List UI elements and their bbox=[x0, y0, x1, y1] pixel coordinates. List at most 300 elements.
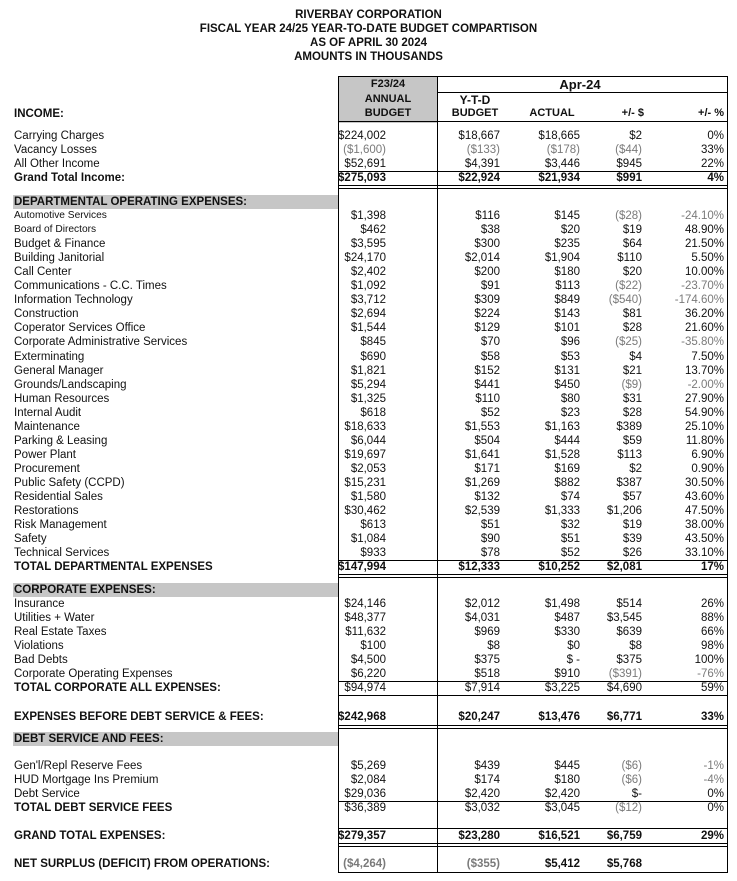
row-pct: 47.50% bbox=[684, 505, 724, 518]
row-actual: $13,476 bbox=[538, 711, 580, 723]
row-pct: -174.60% bbox=[674, 294, 724, 307]
row-annual: $100 bbox=[360, 640, 386, 653]
table-row bbox=[0, 532, 737, 546]
row-actual: $450 bbox=[554, 378, 580, 391]
row-actual: $96 bbox=[560, 336, 580, 349]
row-budget: $7,914 bbox=[464, 682, 500, 694]
row-annual: $1,544 bbox=[350, 322, 386, 335]
row-var: ($28) bbox=[615, 210, 642, 222]
row-actual: $3,225 bbox=[544, 682, 580, 694]
row-annual: $613 bbox=[360, 519, 386, 532]
row-var: $39 bbox=[622, 533, 642, 546]
row-actual: $80 bbox=[560, 392, 580, 405]
row-var: $945 bbox=[616, 158, 642, 170]
net-surplus-row bbox=[0, 857, 737, 871]
table-row bbox=[0, 448, 737, 462]
row-pct: 100% bbox=[694, 654, 724, 667]
row-label: Coperator Services Office bbox=[14, 322, 146, 335]
row-var: $639 bbox=[616, 626, 642, 639]
table-row bbox=[0, 265, 737, 279]
table-row bbox=[0, 434, 737, 448]
row-var: ($44) bbox=[615, 144, 642, 156]
row-var: $6,771 bbox=[606, 711, 642, 723]
col-month: Apr-24 bbox=[559, 77, 601, 92]
corporate-title: CORPORATE EXPENSES: bbox=[14, 584, 156, 596]
table-row bbox=[0, 157, 737, 171]
row-annual: $845 bbox=[360, 336, 386, 349]
table-row bbox=[0, 773, 737, 787]
row-label: TOTAL DEPARTMENTAL EXPENSES bbox=[14, 561, 213, 573]
col-annual-l1: F23/24 bbox=[370, 78, 406, 90]
row-label: Procurement bbox=[14, 462, 80, 475]
row-label: Construction bbox=[14, 308, 79, 321]
row-actual: $235 bbox=[554, 238, 580, 251]
row-var: $26 bbox=[622, 547, 642, 560]
row-annual: $94,974 bbox=[344, 682, 386, 694]
departmental-heading bbox=[0, 195, 737, 209]
row-budget: $20,247 bbox=[458, 711, 500, 723]
row-annual: $1,821 bbox=[350, 364, 386, 377]
row-pct: 29% bbox=[700, 830, 724, 842]
row-label: Power Plant bbox=[14, 448, 77, 461]
row-var: ($9) bbox=[621, 378, 642, 391]
row-budget: $132 bbox=[474, 491, 500, 503]
row-var: ($22) bbox=[615, 280, 642, 293]
row-actual: $2,420 bbox=[544, 788, 580, 800]
row-label: Utilities + Water bbox=[14, 612, 95, 625]
row-budget: ($133) bbox=[466, 144, 500, 156]
row-var: ($25) bbox=[615, 336, 642, 349]
table-row bbox=[0, 350, 737, 364]
row-budget: $91 bbox=[480, 280, 500, 293]
table-row bbox=[0, 251, 737, 265]
row-var: $389 bbox=[616, 420, 642, 433]
table-row bbox=[0, 490, 737, 504]
row-actual: $113 bbox=[555, 280, 580, 293]
row-annual: $690 bbox=[360, 350, 386, 363]
total-row bbox=[0, 681, 737, 695]
grand-total-row bbox=[0, 829, 737, 843]
table-row bbox=[0, 223, 737, 237]
row-pct: 22% bbox=[700, 158, 724, 170]
row-annual: $242,968 bbox=[338, 711, 386, 723]
col-budget: BUDGET bbox=[451, 107, 499, 119]
row-label: Violations bbox=[14, 640, 64, 653]
row-budget: $300 bbox=[474, 238, 500, 251]
col-actual: ACTUAL bbox=[529, 107, 575, 119]
row-pct: 27.90% bbox=[684, 392, 724, 405]
row-pct: 6.90% bbox=[691, 448, 724, 461]
row-var: $8 bbox=[629, 640, 642, 653]
table-row bbox=[0, 546, 737, 560]
corporate-heading bbox=[0, 583, 737, 597]
row-budget: $22,924 bbox=[458, 172, 500, 184]
row-pct: 0% bbox=[707, 802, 724, 814]
row-actual: $3,446 bbox=[544, 158, 580, 170]
row-actual: $444 bbox=[554, 434, 580, 447]
row-annual: $275,093 bbox=[338, 172, 386, 184]
row-label: Restorations bbox=[14, 505, 79, 518]
table-row bbox=[0, 597, 737, 611]
row-pct: 13.70% bbox=[684, 364, 724, 377]
row-label: All Other Income bbox=[14, 158, 100, 170]
row-label: Risk Management bbox=[14, 519, 107, 532]
row-annual: $2,053 bbox=[350, 462, 386, 475]
row-label: Gen'l/Repl Reserve Fees bbox=[14, 760, 143, 772]
row-var: $2 bbox=[629, 462, 642, 475]
row-pct: 43.50% bbox=[684, 533, 724, 546]
row-actual: $16,521 bbox=[538, 830, 580, 842]
row-var: $1,206 bbox=[606, 505, 642, 518]
row-label: Communications - C.C. Times bbox=[14, 280, 167, 293]
row-actual: $51 bbox=[560, 533, 580, 546]
row-var: $375 bbox=[616, 654, 642, 667]
row-annual: $6,220 bbox=[350, 668, 386, 681]
debt-heading bbox=[0, 732, 737, 746]
table-row bbox=[0, 759, 737, 773]
row-annual: $1,398 bbox=[350, 210, 386, 222]
row-actual: $1,904 bbox=[544, 252, 580, 265]
row-var: $57 bbox=[622, 491, 642, 503]
row-actual: $32 bbox=[560, 519, 580, 532]
row-annual: $1,092 bbox=[350, 280, 386, 293]
row-actual: $52 bbox=[560, 547, 580, 560]
table-row bbox=[0, 639, 737, 653]
row-annual: $3,712 bbox=[350, 294, 386, 307]
row-budget: $309 bbox=[474, 294, 500, 307]
row-label: Technical Services bbox=[14, 547, 110, 560]
double-underline bbox=[339, 574, 727, 578]
row-actual: $169 bbox=[554, 462, 580, 475]
row-annual: $52,691 bbox=[344, 158, 386, 170]
table-row bbox=[0, 209, 737, 223]
row-actual: $131 bbox=[554, 364, 580, 377]
row-label: TOTAL CORPORATE ALL EXPENSES: bbox=[14, 682, 221, 694]
row-annual: $1,084 bbox=[350, 533, 386, 546]
row-label: Building Janitorial bbox=[14, 252, 105, 265]
row-annual: $224,002 bbox=[338, 130, 386, 142]
row-pct: 43.60% bbox=[684, 491, 724, 503]
row-annual: $147,994 bbox=[338, 561, 386, 573]
table-row bbox=[0, 321, 737, 335]
row-annual: $3,595 bbox=[350, 238, 386, 251]
row-var: $2 bbox=[629, 130, 642, 142]
row-annual: $30,462 bbox=[344, 505, 386, 518]
row-budget: ($355) bbox=[466, 858, 500, 870]
report-units: AMOUNTS IN THOUSANDS bbox=[294, 51, 443, 63]
row-label: TOTAL DEBT SERVICE FEES bbox=[14, 802, 173, 814]
row-label: EXPENSES BEFORE DEBT SERVICE & FEES: bbox=[14, 711, 264, 723]
row-actual: $180 bbox=[554, 774, 580, 786]
row-annual: $4,500 bbox=[350, 654, 386, 667]
row-annual: $1,325 bbox=[350, 392, 386, 405]
row-pct: 36.20% bbox=[684, 308, 724, 321]
row-budget: $1,553 bbox=[464, 420, 500, 433]
row-pct: -4% bbox=[703, 774, 724, 786]
row-pct: 66% bbox=[700, 626, 724, 639]
row-actual: $0 bbox=[567, 640, 580, 653]
row-budget: $18,667 bbox=[458, 130, 500, 142]
row-budget: $4,031 bbox=[464, 612, 500, 625]
row-annual: $618 bbox=[360, 406, 386, 419]
table-row bbox=[0, 667, 737, 681]
row-annual: $11,632 bbox=[345, 626, 386, 639]
row-budget: $78 bbox=[480, 547, 500, 560]
row-label: NET SURPLUS (DEFICIT) FROM OPERATIONS: bbox=[14, 858, 270, 870]
row-budget: $129 bbox=[474, 322, 500, 335]
row-annual: $5,294 bbox=[350, 378, 386, 391]
row-var: $5,768 bbox=[606, 858, 642, 870]
report-date: AS OF APRIL 30 2024 bbox=[310, 37, 427, 49]
row-actual: $910 bbox=[554, 668, 580, 681]
total-row bbox=[0, 801, 737, 815]
row-budget: $8 bbox=[487, 640, 500, 653]
row-actual: $23 bbox=[560, 406, 580, 419]
col-annual-l2: ANNUAL bbox=[364, 93, 412, 105]
row-budget: $3,032 bbox=[464, 802, 500, 814]
row-annual: $36,389 bbox=[344, 802, 386, 814]
row-annual: $6,044 bbox=[350, 434, 386, 447]
row-pct: 0.90% bbox=[691, 462, 724, 475]
row-actual: $ - bbox=[566, 654, 580, 667]
table-row bbox=[0, 787, 737, 801]
row-pct: 54.90% bbox=[684, 406, 724, 419]
row-annual: $2,084 bbox=[350, 774, 386, 786]
row-budget: $171 bbox=[474, 462, 500, 475]
before-debt-row bbox=[0, 710, 737, 724]
table-row bbox=[0, 143, 737, 157]
row-actual: ($178) bbox=[546, 144, 580, 156]
row-var: $19 bbox=[622, 224, 642, 237]
row-var: $4,690 bbox=[606, 682, 642, 694]
row-var: $81 bbox=[622, 308, 642, 321]
row-budget: $90 bbox=[480, 533, 500, 546]
row-label: GRAND TOTAL EXPENSES: bbox=[14, 830, 166, 842]
row-actual: $21,934 bbox=[538, 172, 580, 184]
debt-title: DEBT SERVICE AND FEES: bbox=[14, 733, 164, 745]
row-label: HUD Mortgage Ins Premium bbox=[14, 774, 159, 786]
row-annual: $24,170 bbox=[344, 252, 386, 265]
row-actual: $882 bbox=[554, 476, 580, 489]
income-title: INCOME: bbox=[14, 108, 64, 120]
row-pct: 0% bbox=[707, 130, 724, 142]
row-label: Safety bbox=[14, 533, 47, 546]
row-label: General Manager bbox=[14, 364, 104, 377]
row-actual: $18,665 bbox=[538, 130, 580, 142]
table-row bbox=[0, 476, 737, 490]
row-var: $387 bbox=[616, 476, 642, 489]
row-pct: 26% bbox=[700, 598, 724, 610]
row-annual: $279,357 bbox=[338, 830, 386, 842]
row-budget: $375 bbox=[474, 654, 500, 667]
row-actual: $143 bbox=[554, 308, 580, 321]
row-actual: $20 bbox=[560, 224, 580, 237]
row-budget: $38 bbox=[480, 224, 500, 237]
departmental-title: DEPARTMENTAL OPERATING EXPENSES: bbox=[14, 196, 248, 208]
row-actual: $487 bbox=[554, 612, 580, 625]
row-label: Human Resources bbox=[14, 392, 110, 405]
report-title: RIVERBAY CORPORATION bbox=[295, 9, 442, 21]
table-row bbox=[0, 462, 737, 476]
row-var: $21 bbox=[622, 364, 642, 377]
row-pct: 30.50% bbox=[684, 476, 724, 489]
row-var: $19 bbox=[622, 519, 642, 532]
col-var-dollar: +/- $ bbox=[621, 107, 644, 119]
row-budget: $4,391 bbox=[464, 158, 500, 170]
row-actual: $53 bbox=[560, 350, 580, 363]
row-var: $6,759 bbox=[606, 830, 642, 842]
table-row bbox=[0, 129, 737, 143]
row-label: Budget & Finance bbox=[14, 238, 106, 251]
row-pct: 10.00% bbox=[684, 266, 724, 279]
row-budget: $58 bbox=[480, 350, 500, 363]
row-actual: $330 bbox=[554, 626, 580, 639]
row-var: $113 bbox=[617, 448, 642, 461]
row-var: $28 bbox=[622, 406, 642, 419]
row-label: Public Safety (CCPD) bbox=[14, 476, 125, 489]
row-var: ($391) bbox=[608, 668, 642, 681]
row-pct: -1% bbox=[703, 760, 724, 772]
row-budget: $23,280 bbox=[458, 830, 500, 842]
row-var: $991 bbox=[616, 172, 642, 184]
row-var: ($6) bbox=[621, 760, 642, 772]
row-label: Maintenance bbox=[14, 420, 80, 433]
col-ytd: Y-T-D bbox=[459, 93, 491, 107]
row-var: $28 bbox=[622, 322, 642, 335]
row-annual: $462 bbox=[360, 224, 386, 237]
row-var: ($540) bbox=[608, 294, 642, 307]
row-budget: $1,269 bbox=[464, 476, 500, 489]
row-var: $64 bbox=[622, 238, 642, 251]
row-pct: -76% bbox=[697, 668, 724, 681]
row-pct: 48.90% bbox=[684, 224, 724, 237]
row-actual: $445 bbox=[554, 760, 580, 772]
row-annual: $29,036 bbox=[344, 788, 386, 800]
table-row bbox=[0, 378, 737, 392]
row-pct: 0% bbox=[707, 788, 724, 800]
row-pct: 33% bbox=[700, 711, 724, 723]
row-pct: 7.50% bbox=[691, 350, 724, 363]
row-var: $110 bbox=[617, 252, 642, 265]
table-row bbox=[0, 237, 737, 251]
row-budget: $224 bbox=[474, 308, 500, 321]
table-row bbox=[0, 279, 737, 293]
row-annual: $1,580 bbox=[350, 491, 386, 503]
row-annual: $933 bbox=[360, 547, 386, 560]
row-pct: 17% bbox=[700, 561, 724, 573]
table-row bbox=[0, 625, 737, 639]
row-label: Call Center bbox=[14, 266, 72, 279]
row-label: Vacancy Losses bbox=[14, 144, 97, 156]
row-var: $- bbox=[631, 788, 642, 800]
row-actual: $74 bbox=[560, 491, 580, 503]
row-annual: $2,402 bbox=[350, 266, 386, 279]
row-budget: $52 bbox=[480, 406, 500, 419]
row-pct: 98% bbox=[700, 640, 724, 653]
table-row bbox=[0, 364, 737, 378]
row-actual: $849 bbox=[554, 294, 580, 307]
row-pct: 5.50% bbox=[691, 252, 724, 265]
row-pct: -23.70% bbox=[681, 280, 724, 293]
row-budget: $110 bbox=[475, 392, 500, 405]
row-annual: $19,697 bbox=[344, 448, 386, 461]
row-var: $59 bbox=[622, 434, 642, 447]
row-budget: $12,333 bbox=[458, 561, 500, 573]
double-underline bbox=[339, 843, 727, 847]
row-budget: $152 bbox=[474, 364, 500, 377]
table-row bbox=[0, 518, 737, 532]
row-label: Debt Service bbox=[14, 788, 80, 800]
row-actual: $5,412 bbox=[544, 858, 580, 870]
rule bbox=[339, 695, 727, 696]
report-subtitle: FISCAL YEAR 24/25 YEAR-TO-DATE BUDGET COMPARTISON bbox=[199, 23, 538, 35]
header-underline bbox=[339, 121, 727, 122]
table-row bbox=[0, 653, 737, 667]
row-pct: 59% bbox=[700, 682, 724, 694]
row-actual: $101 bbox=[554, 322, 580, 335]
row-var: ($12) bbox=[615, 802, 642, 814]
row-actual: $1,163 bbox=[544, 420, 580, 433]
col-var-pct: +/- % bbox=[698, 107, 724, 119]
row-var: $514 bbox=[616, 598, 642, 610]
row-pct: -24.10% bbox=[681, 210, 724, 222]
row-budget: $441 bbox=[474, 378, 500, 391]
row-label: Internal Audit bbox=[14, 406, 82, 419]
total-row bbox=[0, 560, 737, 574]
double-underline bbox=[339, 725, 727, 729]
row-annual: $15,231 bbox=[344, 476, 386, 489]
table-row bbox=[0, 406, 737, 420]
row-actual: $1,498 bbox=[544, 598, 580, 610]
income-heading bbox=[0, 107, 737, 121]
table-row bbox=[0, 420, 737, 434]
row-actual: $1,333 bbox=[544, 505, 580, 518]
table-row bbox=[0, 307, 737, 321]
row-label: Grounds/Landscaping bbox=[14, 378, 127, 391]
row-budget: $2,012 bbox=[464, 598, 500, 610]
row-budget: $439 bbox=[474, 760, 500, 772]
row-pct: -35.80% bbox=[681, 336, 724, 349]
row-pct: 21.50% bbox=[684, 238, 724, 251]
row-actual: $145 bbox=[554, 210, 580, 222]
row-pct: 88% bbox=[700, 612, 724, 625]
row-annual: $48,377 bbox=[344, 612, 386, 625]
row-budget: $2,539 bbox=[464, 505, 500, 518]
row-label: Information Technology bbox=[14, 294, 133, 307]
row-budget: $2,014 bbox=[464, 252, 500, 265]
row-budget: $116 bbox=[475, 210, 500, 222]
row-annual: $2,694 bbox=[350, 308, 386, 321]
row-budget: $70 bbox=[480, 336, 500, 349]
table-row bbox=[0, 392, 737, 406]
table-row bbox=[0, 504, 737, 518]
row-budget: $969 bbox=[474, 626, 500, 639]
table-row bbox=[0, 335, 737, 349]
row-label: Automotive Services bbox=[14, 210, 107, 221]
row-label: Exterminating bbox=[14, 350, 85, 363]
row-pct: 33.10% bbox=[684, 547, 724, 560]
row-pct: 21.60% bbox=[684, 322, 724, 335]
row-pct: 38.00% bbox=[684, 519, 724, 532]
row-budget: $174 bbox=[474, 774, 500, 786]
row-label: Board of Directors bbox=[14, 224, 97, 236]
row-label: Parking & Leasing bbox=[14, 434, 108, 447]
row-budget: $51 bbox=[480, 519, 500, 532]
row-budget: $1,641 bbox=[464, 448, 500, 461]
row-actual: $10,252 bbox=[538, 561, 580, 573]
row-pct: 4% bbox=[707, 172, 724, 184]
row-label: Insurance bbox=[14, 598, 65, 610]
